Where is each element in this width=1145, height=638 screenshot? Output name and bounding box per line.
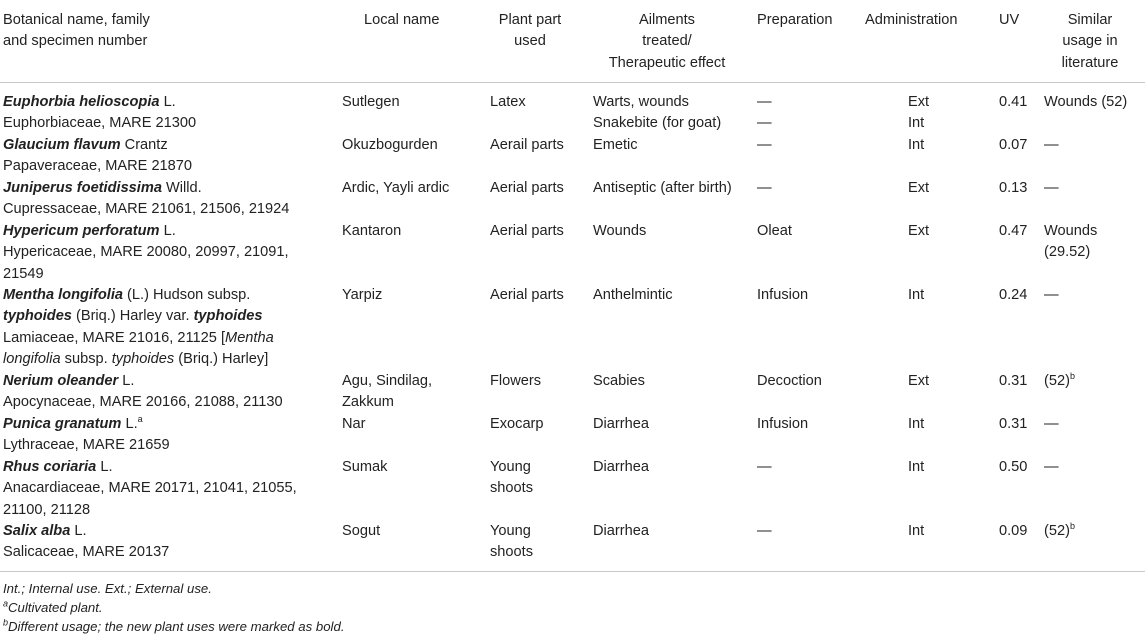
footnote-abbreviations: Int.; Internal use. Ext.; External use. (3, 581, 212, 596)
local-name-cell: Kantaron (342, 223, 402, 239)
similar-usage-cell: — (1044, 416, 1059, 432)
plant-part-cell: Flowers (490, 373, 542, 389)
preparation-cell: — (757, 180, 772, 196)
table-row-botanical: Glaucium flavum Crantz Papaveraceae, MARE 21870 (3, 137, 193, 175)
administration-cell: Ext (908, 223, 930, 239)
uv-cell: 0.07 (999, 137, 1028, 153)
header-ailments: Ailments treated/ Therapeutic effect (608, 12, 726, 71)
ailments-cell: Warts, wounds Snakebite (for goat) (593, 94, 722, 132)
table-row-botanical: Rhus coriaria L. Anacardiaceae, MARE 20171, 21041, 21055, 21100, 21128 (3, 459, 297, 518)
ailments-cell: Diarrhea (593, 459, 649, 475)
administration-cell: Int (908, 459, 925, 475)
header-similar-usage: Similar usage in literature (1061, 12, 1119, 71)
administration-cell: Ext (908, 373, 930, 389)
table-row-botanical: Mentha longifolia (L.) Hudson subsp. typhoides (Briq.) Harley var. typhoides Lamiaceae, MARE 21016, 21125 [Mentha longifolia subsp. typhoides (Briq.) Harley] (3, 287, 274, 367)
plant-part-cell: Aerial parts (490, 287, 564, 303)
plant-part-cell: Exocarp (490, 416, 544, 432)
similar-usage-cell: $(52)^b$ (1044, 371, 1075, 389)
preparation-cell: — (757, 523, 772, 539)
preparation-cell: — (757, 459, 772, 475)
ailments-cell: Diarrhea (593, 523, 649, 539)
uv-cell: 0.50 (999, 459, 1028, 475)
uv-cell: 0.13 (999, 180, 1028, 196)
ailments-cell: Scabies (593, 373, 645, 389)
header-administration: Administration (865, 12, 958, 28)
header-local-name: Local name (364, 12, 440, 28)
similar-usage-cell: — (1044, 287, 1059, 303)
table-row-botanical: Salix alba L. Salicaceae, MARE 20137 (3, 523, 170, 561)
similar-usage-cell: — (1044, 137, 1059, 153)
local-name-cell: Sutlegen (342, 94, 400, 110)
uv-cell: 0.41 (999, 94, 1028, 110)
preparation-cell: Decoction (757, 373, 822, 389)
table-row-botanical: Nerium oleander L. Apocynaceae, MARE 20166, 21088, 21130 (3, 373, 283, 411)
ailments-cell: Wounds (593, 223, 647, 239)
preparation-cell: — — (757, 94, 772, 132)
footnote-a: $^a$Cultivated plant. (3, 598, 103, 615)
ailments-cell: Diarrhea (593, 416, 649, 432)
similar-usage-cell: Wounds (52) (1044, 94, 1128, 110)
ailments-cell: Anthelmintic (593, 287, 673, 303)
header-botanical: Botanical name, family and specimen number (3, 12, 150, 50)
header-uv: UV (999, 12, 1020, 28)
header-divider (0, 82, 1145, 83)
local-name-cell: Nar (342, 416, 366, 432)
administration-cell: Int (908, 137, 925, 153)
plant-part-cell: Aerail parts (490, 137, 564, 153)
table-row-botanical: Punica granatum L.$^a$ Lythraceae, MARE 21659 (3, 414, 170, 454)
preparation-cell: Infusion (757, 287, 809, 303)
uv-cell: 0.31 (999, 373, 1028, 389)
local-name-cell: Sumak (342, 459, 388, 475)
table-row-botanical: Hypericum perforatum L. Hypericaceae, MARE 20080, 20997, 21091, 21549 (3, 223, 289, 282)
administration-cell: Ext (908, 180, 930, 196)
ailments-cell: Antiseptic (after birth) (593, 180, 732, 196)
header-preparation: Preparation (757, 12, 833, 28)
plant-part-cell: Aerial parts (490, 180, 564, 196)
preparation-cell: Oleat (757, 223, 792, 239)
preparation-cell: Infusion (757, 416, 809, 432)
administration-cell: Ext Int (908, 94, 930, 132)
footnote-b: $^b$Different usage; the new plant uses were marked as bold. (3, 617, 345, 634)
table-bottom-rule (0, 571, 1145, 572)
local-name-cell: Agu, Sindilag, Zakkum (342, 373, 433, 411)
local-name-cell: Sogut (342, 523, 381, 539)
plant-part-cell: Young shoots (490, 523, 533, 561)
table-row-botanical: Euphorbia helioscopia L. Euphorbiaceae, MARE 21300 (3, 94, 197, 132)
uv-cell: 0.47 (999, 223, 1028, 239)
similar-usage-cell: — (1044, 180, 1059, 196)
table-row-botanical: Juniperus foetidissima Willd. Cupressaceae, MARE 21061, 21506, 21924 (3, 180, 290, 218)
header-plant-part: Plant part used (498, 12, 562, 50)
administration-cell: Int (908, 416, 925, 432)
administration-cell: Int (908, 287, 925, 303)
similar-usage-cell: — (1044, 459, 1059, 475)
uv-cell: 0.09 (999, 523, 1028, 539)
plant-part-cell: Latex (490, 94, 526, 110)
administration-cell: Int (908, 523, 925, 539)
plant-part-cell: Young shoots (490, 459, 533, 497)
uv-cell: 0.31 (999, 416, 1028, 432)
similar-usage-cell: $(52)^b$ (1044, 521, 1075, 539)
plant-part-cell: Aerial parts (490, 223, 564, 239)
local-name-cell: Okuzbogurden (342, 137, 438, 153)
similar-usage-cell: Wounds (29.52) (1044, 223, 1098, 261)
uv-cell: 0.24 (999, 287, 1028, 303)
local-name-cell: Ardic, Yayli ardic (342, 180, 450, 196)
preparation-cell: — (757, 137, 772, 153)
ailments-cell: Emetic (593, 137, 638, 153)
local-name-cell: Yarpiz (342, 287, 383, 303)
